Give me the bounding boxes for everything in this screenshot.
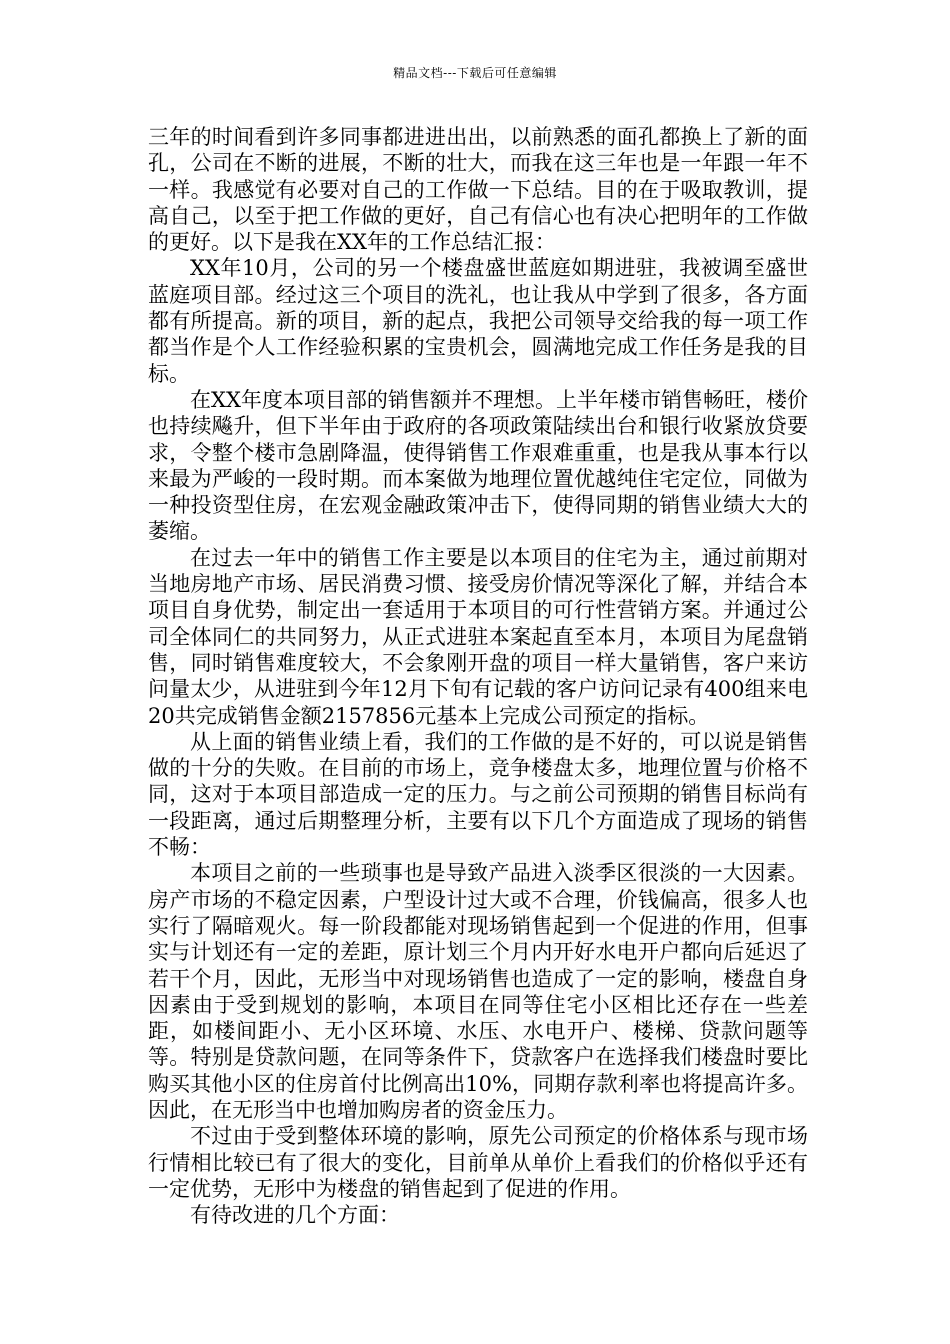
paragraph: 从上面的销售业绩上看，我们的工作做的是不好的，可以说是销售做的十分的失败。在目前的市场上，竞争楼盘太多，地理位置与价格不同，这对于本项目部造成一定的压力。与之前公司预期的销售目标尚有一段距离，通过后期整理分析，主要有以下几个方面造成了现场的销售不畅： — [148, 729, 808, 860]
paragraph: XX年10月，公司的另一个楼盘盛世蓝庭如期进驻，我被调至盛世蓝庭项目部。经过这三个项目的洗礼，也让我从中学到了很多，各方面都有所提高。新的项目，新的起点，我把公司领导交给我的每一项工作都当作是个人工作经验积累的宝贵机会，圆满地完成工作任务是我的目标。 — [148, 256, 808, 386]
paragraph: 有待改进的几个方面： — [190, 1203, 400, 1228]
page-header: 精品文档---下载后可任意编辑 — [393, 66, 557, 80]
paragraph: 三年的时间看到许多同事都进进出出，以前熟悉的面孔都换上了新的面孔，公司在不断的进展，不断的壮大，而我在这三年也是一年跟一年不一样。我感觉有必要对自己的工作做一下总结。目的在于吸取教训，提高自己，以至于把工作做的更好，自己有信心也有决心把明年的工作做的更好。以下是我在XX年的工作总结汇报： — [148, 125, 808, 255]
paragraph: 在过去一年中的销售工作主要是以本项目的住宅为主，通过前期对当地房地产市场、居民消费习惯、接受房价情况等深化了解，并结合本项目自身优势，制定出一套适用于本项目的可行性营销方案。并通过公司全体同仁的共同努力，从正式进驻本案起直至本月，本项目为尾盘销售，同时销售难度较大，不会象刚开盘的项目一样大量销售，客户来访问量太少，从进驻到今年12月下旬有记载的客户访问记录有400组来电20共完成销售金额2157856元基本上完成公司预定的指标。 — [148, 545, 808, 728]
paragraph: 本项目之前的一些琐事也是导致产品进入淡季区很淡的一大因素。房产市场的不稳定因素，户型设计过大或不合理，价钱偏高，很多人也实行了隔暗观火。每一阶段都能对现场销售起到一个促进的作用，但事实与计划还有一定的差距，原计划三个月内开好水电开户都向后延迟了若干个月，因此，无形当中对现场销售也造成了一定的影响，楼盘自身因素由于受到规划的影响，本项目在同等住宅小区相比还存在一些差距，如楼间距小、无小区环境、水压、水电开户、楼梯、贷款问题等等。特别是贷款问题，在同等条件下，贷款客户在选择我们楼盘时要比购买其他小区的住房首付比例高出10%，同期存款利率也将提高许多。因此，在无形当中也增加购房者的资金压力。 — [148, 861, 808, 1122]
paragraph: 在XX年度本项目部的销售额并不理想。上半年楼市销售畅旺，楼价也持续飚升，但下半年由于政府的各项政策陆续出台和银行收紧放贷要求，令整个楼市急剧降温，使得销售工作艰难重重，也是我从事本行以来最为严峻的一段时期。而本案做为地理位置优越纯住宅定位，同做为一种投资型住房，在宏观金融政策冲击下，使得同期的销售业绩大大的萎缩。 — [148, 387, 808, 544]
paragraph: 不过由于受到整体环境的影响，原先公司预定的价格体系与现市场行情相比较已有了很大的变化，目前单从单价上看我们的价格似乎还有一定优势，无形中为楼盘的销售起到了促进的作用。 — [148, 1124, 808, 1201]
document-body — [148, 124, 808, 1228]
